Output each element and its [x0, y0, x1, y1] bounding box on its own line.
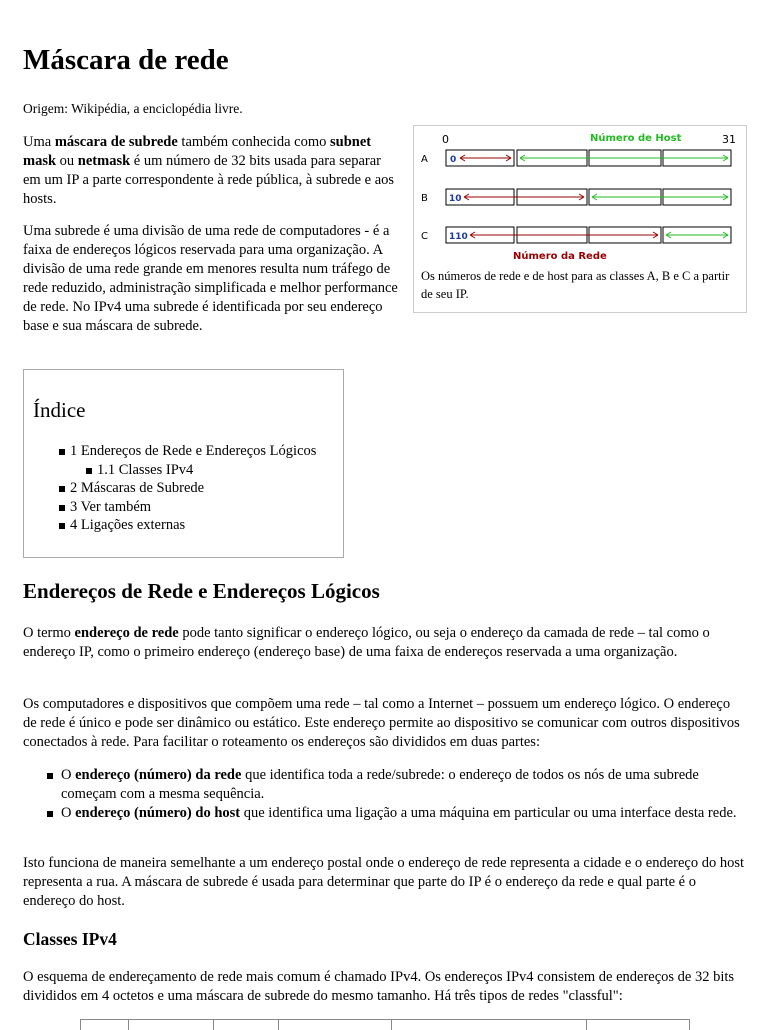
intro-paragraph [23, 133, 398, 209]
class-c-row [446, 227, 731, 243]
intro-text: ou [56, 153, 78, 169]
page-title: Máscara de rede [23, 44, 229, 76]
list-text: O [61, 805, 76, 821]
toc-title: Índice [33, 398, 86, 422]
bit-end-label: 31 [722, 133, 736, 146]
list-text: que identifica uma ligação a uma máquina em particular ou uma interface desta rede. [240, 805, 737, 821]
section1-paragraph-3: Isto funciona de maneira semelhante a um endereço postal onde o endereço de rede representa a cidade e o endereço do host representa a rua. A máscara de subrede é usada para determinar que parte do IP é o endereço da rede e qual parte é o endereço do host. [23, 855, 745, 909]
class-b-row [446, 189, 731, 205]
toc-item-ligacoes[interactable]: 4 Ligações externas [34, 516, 316, 535]
address-parts-list [47, 766, 747, 823]
list-item [47, 804, 747, 823]
paragraph-text: O termo [23, 625, 75, 641]
toc-list [34, 442, 316, 535]
paragraph-text: pode tanto significar o endereço lógico, ou seja o endereço da camada de rede – tal como o endereço IP, como o primeiro endereço (endereço base) de uma faixa de endereços reservada a uma organização. [23, 625, 710, 660]
intro-text: também conhecida como [177, 134, 330, 150]
toc-item-enderecos[interactable]: 1 Endereços de Rede e Endereços Lógicos [34, 442, 316, 461]
section2-paragraph-1: O esquema de endereçamento de rede mais comum é chamado IPv4. Os endereços IPv4 consistem de endereços de 32 bits divididos em 4 octetos e uma máscara de subrede do mesmo tamanho. Há três tipos de redes "classful": [23, 969, 735, 1004]
class-a-prefix: 0 [450, 155, 457, 165]
class-c-prefix: 110 [449, 232, 468, 242]
section-heading-classes-ipv4: Classes IPv4 [23, 929, 117, 949]
figure-caption: Os números de rede e de host para as classes A, B e C a partir de seu IP. [421, 269, 730, 301]
ip-classes-diagram [416, 128, 744, 264]
intro-bold-term: subnet mask [23, 134, 372, 169]
intro-text: Uma [23, 134, 55, 150]
class-b-prefix: 10 [449, 194, 462, 204]
section-heading-enderecos: Endereços de Rede e Endereços Lógicos [23, 579, 380, 603]
class-a-row [446, 150, 731, 166]
table-of-contents [23, 369, 344, 558]
toc-item-ver-tambem[interactable]: 3 Ver também [34, 498, 316, 517]
classes-table-top [80, 1019, 690, 1030]
list-text: O [61, 767, 76, 783]
list-item [47, 766, 747, 804]
ip-classes-figure [413, 125, 747, 313]
bit-start-label: 0 [442, 133, 449, 146]
origin-line: Origem: Wikipédia, a enciclopédia livre. [23, 101, 243, 116]
subnet-paragraph: Uma subrede é uma divisão de uma rede de computadores - é a faixa de endereços lógicos reservada para uma organização. A divisão de uma rede grande em menores resulta num tráfego de rede reduzido, administração simplificada e melhor performance de rede. No IPv4 uma subrede é identificada por seu endereço base e sua máscara de subrede. [23, 223, 398, 334]
network-number-label: Número da Rede [513, 251, 607, 262]
host-number-label: Número de Host [590, 133, 682, 144]
intro-text: é um número de 32 bits usada para separar em um IP a parte correspondente à rede pública, à subrede e aos hosts. [23, 153, 395, 207]
intro-bold-term: máscara de subrede [54, 134, 178, 150]
class-a-label: A [421, 154, 428, 165]
bold-term: endereço (número) do host [75, 805, 241, 821]
intro-bold-term: netmask [77, 153, 131, 169]
list-text: que identifica toda a rede/subrede: o endereço de todos os nós de uma subrede começam com a mesma sequência. [61, 767, 699, 802]
class-c-label: C [421, 231, 428, 242]
bold-term: endereço (número) da rede [75, 767, 242, 783]
section1-paragraph-1 [23, 624, 745, 662]
section1-paragraph-2: Os computadores e dispositivos que compõem uma rede – tal como a Internet – possuem um endereço lógico. O endereço de rede é único e pode ser dinâmico ou estático. Este endereço permite ao dispositivo se comunicar com outros dispositivos conectados à rede. Para facilitar o roteamento os endereços são divididos em duas partes: [23, 696, 740, 750]
bold-term: endereço de rede [74, 625, 179, 641]
toc-item-classes-ipv4[interactable]: 1.1 Classes IPv4 [34, 461, 316, 480]
toc-item-mascaras[interactable]: 2 Máscaras de Subrede [34, 479, 316, 498]
class-b-label: B [421, 193, 428, 204]
